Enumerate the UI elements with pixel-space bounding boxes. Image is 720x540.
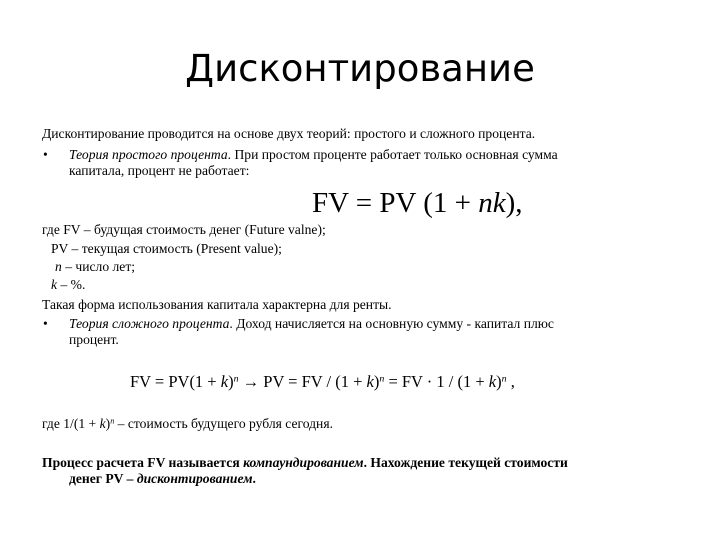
rent-note: Такая форма использования капитала характерна для ренты.	[42, 297, 392, 312]
compound-interest-line2: процент.	[69, 332, 119, 347]
simple-interest-text1: . При простом проценте работает только основная сумма	[227, 147, 558, 162]
conclusion-line2: денег PV – дисконтированием.	[69, 471, 256, 486]
term-discounting: дисконтированием	[136, 471, 253, 486]
definition-fv: где FV – будущая стоимость денег (Future valne);	[42, 222, 326, 237]
formula-var-nk: nk	[478, 187, 506, 219]
term-compounding: компаундированием	[243, 455, 364, 470]
definition-pv: PV – текущая стоимость (Present value);	[51, 241, 282, 256]
simple-interest-term: Теория простого процента	[69, 147, 228, 162]
simple-interest-line1	[69, 147, 558, 163]
intro-text: Дисконтирование проводится на основе двух теорий: простого и сложного процента.	[42, 126, 536, 141]
compound-interest-formula: FV = $PV(1 + k)^n$ → PV = FV / $(1 + k)^n$ = FV · $1 / (1 + k)^n$ ,	[130, 372, 515, 391]
arrow-icon: →	[238, 372, 264, 391]
definition-n: n – число лет;	[55, 259, 136, 274]
definition-k: k – %.	[51, 277, 86, 292]
simple-interest-line2: капитала, процент не работает:	[69, 163, 250, 178]
simple-interest-formula: FV = PV (1 + nk),	[312, 187, 523, 219]
discount-factor-note: где $1/(1 + k)^n$ – стоимость будущего рубля сегодня.	[42, 416, 333, 431]
bullet-compound: •	[43, 316, 48, 331]
slide-title: Дисконтирование	[185, 47, 535, 90]
compound-interest-term: Теория сложного процента	[69, 316, 230, 331]
bullet-simple: •	[43, 147, 48, 162]
compound-interest-line1: Теория сложного процента. Доход начисляется на основную сумму - капитал плюс	[69, 316, 554, 331]
conclusion-line1: Процесс расчета FV называется компаундированием. Нахождение текущей стоимости	[42, 455, 568, 470]
